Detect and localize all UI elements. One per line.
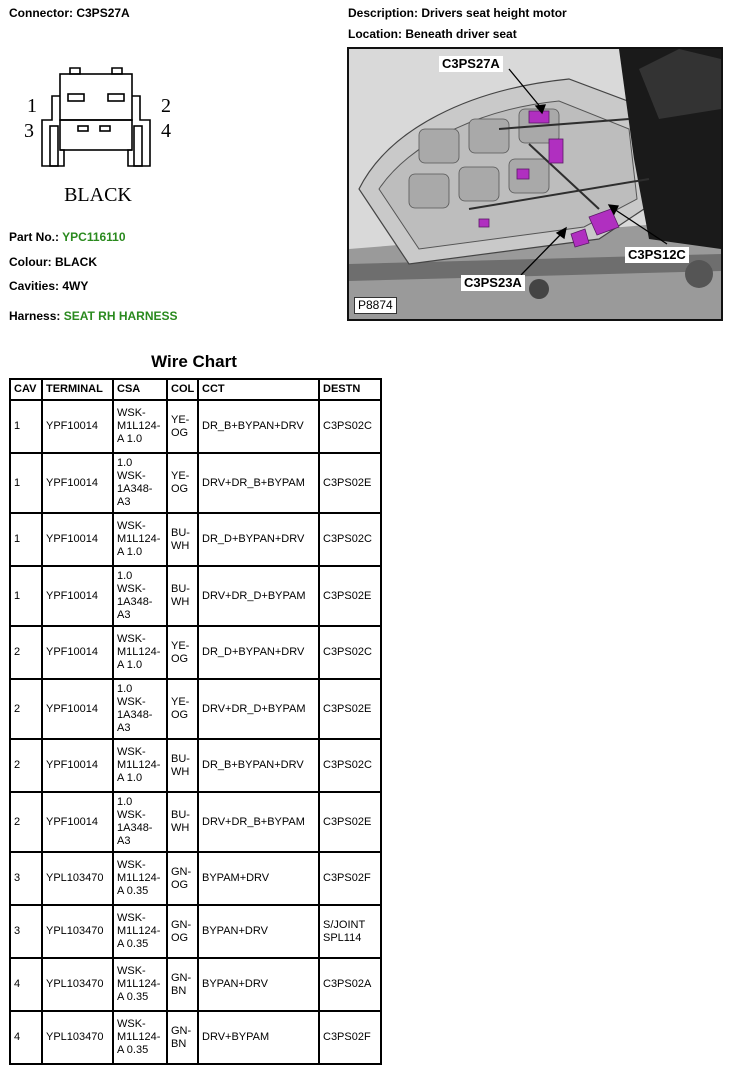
connector-info (9, 6, 130, 20)
pin-3-number: 3 (24, 120, 34, 142)
cell-cct: DRV+DR_B+BYPAM (198, 792, 319, 852)
cell-cct: DRV+BYPAM (198, 1011, 319, 1064)
cell-destn: C3PS02E (319, 679, 381, 739)
pin-2-number: 2 (161, 95, 171, 117)
cell-destn: C3PS02E (319, 566, 381, 626)
cell-terminal: YPF10014 (42, 679, 113, 739)
wire-chart-row (10, 626, 381, 679)
cell-csa: WSK- M1L124- A 1.0 (113, 626, 167, 679)
cell-cct: DR_D+BYPAN+DRV (198, 626, 319, 679)
callout-c3ps12c: C3PS12C (625, 247, 689, 263)
cell-csa: WSK- M1L124- A 0.35 (113, 1011, 167, 1064)
cell-cct: DRV+DR_D+BYPAM (198, 679, 319, 739)
harness-label: Harness: (9, 309, 61, 323)
location-photo (347, 47, 723, 321)
cell-terminal: YPL103470 (42, 905, 113, 958)
wire-chart-row (10, 453, 381, 513)
cell-col: YE- OG (167, 679, 198, 739)
cell-terminal: YPF10014 (42, 453, 113, 513)
cell-destn: C3PS02C (319, 400, 381, 453)
cell-cav: 2 (10, 792, 42, 852)
wire-chart-title: Wire Chart (151, 352, 237, 371)
cell-csa: WSK- M1L124- A 0.35 (113, 905, 167, 958)
harness-link[interactable]: SEAT RH HARNESS (63, 309, 178, 323)
cell-destn: C3PS02A (319, 958, 381, 1011)
cell-col: BU- WH (167, 566, 198, 626)
cavities-value: 4WY (62, 279, 89, 293)
colour-info (9, 255, 97, 269)
cell-destn: S/JOINT SPL114 (319, 905, 381, 958)
part-number-label: Part No.: (9, 230, 60, 244)
wire-chart-row (10, 1011, 381, 1064)
description-info (348, 6, 567, 20)
cell-cav: 3 (10, 905, 42, 958)
cell-col: BU- WH (167, 513, 198, 566)
wire-chart-row (10, 679, 381, 739)
cell-cct: DR_D+BYPAN+DRV (198, 513, 319, 566)
cell-csa: 1.0 WSK- 1A348- A3 (113, 453, 167, 513)
cell-csa: WSK- M1L124- A 1.0 (113, 400, 167, 453)
colour-label: Colour: (9, 255, 52, 269)
cell-cct: DRV+DR_B+BYPAM (198, 453, 319, 513)
callout-c3ps23a: C3PS23A (461, 275, 525, 291)
cell-col: YE- OG (167, 400, 198, 453)
connector-pinout-diagram (20, 62, 190, 212)
part-number-info (9, 230, 126, 244)
cell-destn: C3PS02C (319, 513, 381, 566)
cell-destn: C3PS02E (319, 792, 381, 852)
wire-chart-row (10, 905, 381, 958)
cell-cav: 4 (10, 1011, 42, 1064)
col-header-destn: DESTN (319, 379, 381, 400)
cell-col: YE- OG (167, 453, 198, 513)
cell-csa: WSK- M1L124- A 1.0 (113, 739, 167, 792)
cell-cct: BYPAN+DRV (198, 905, 319, 958)
cell-col: YE- OG (167, 626, 198, 679)
callout-c3ps27a: C3PS27A (439, 56, 503, 72)
col-header-cav: CAV (10, 379, 42, 400)
cell-cav: 1 (10, 400, 42, 453)
cell-csa: 1.0 WSK- 1A348- A3 (113, 566, 167, 626)
cell-cav: 1 (10, 513, 42, 566)
connector-id: C3PS27A (76, 6, 130, 20)
wire-chart-row (10, 400, 381, 453)
cell-col: GN- BN (167, 1011, 198, 1064)
cell-terminal: YPF10014 (42, 513, 113, 566)
harness-info (9, 309, 178, 323)
cell-csa: 1.0 WSK- 1A348- A3 (113, 679, 167, 739)
cell-cct: BYPAN+DRV (198, 958, 319, 1011)
cell-cct: DR_B+BYPAN+DRV (198, 739, 319, 792)
wire-chart-row (10, 513, 381, 566)
figure-id: P8874 (354, 297, 397, 314)
cell-col: BU- WH (167, 739, 198, 792)
cell-col: BU- WH (167, 792, 198, 852)
wire-chart-row (10, 739, 381, 792)
cavities-label: Cavities: (9, 279, 60, 293)
cell-terminal: YPF10014 (42, 626, 113, 679)
description-label: Description: (348, 6, 419, 20)
location-label: Location: (348, 27, 402, 41)
location-value: Beneath driver seat (405, 27, 517, 41)
cell-cav: 4 (10, 958, 42, 1011)
col-header-cct: CCT (198, 379, 319, 400)
cell-cav: 2 (10, 626, 42, 679)
colour-value: BLACK (55, 255, 97, 269)
cell-csa: WSK- M1L124- A 1.0 (113, 513, 167, 566)
location-info (348, 27, 517, 41)
cell-cav: 1 (10, 566, 42, 626)
connector-label: Connector: (9, 6, 73, 20)
cell-cct: DR_B+BYPAN+DRV (198, 400, 319, 453)
cell-terminal: YPF10014 (42, 400, 113, 453)
wire-chart-row (10, 792, 381, 852)
col-header-csa: CSA (113, 379, 167, 400)
cell-terminal: YPF10014 (42, 566, 113, 626)
cell-terminal: YPF10014 (42, 739, 113, 792)
cell-terminal: YPL103470 (42, 852, 113, 905)
cell-col: GN- BN (167, 958, 198, 1011)
col-header-col: COL (167, 379, 198, 400)
cell-terminal: YPF10014 (42, 792, 113, 852)
cell-destn: C3PS02E (319, 453, 381, 513)
cell-cav: 1 (10, 453, 42, 513)
cell-cct: DRV+DR_D+BYPAM (198, 566, 319, 626)
wire-chart-header-row (10, 379, 381, 400)
cell-col: GN- OG (167, 905, 198, 958)
wire-chart-row (10, 852, 381, 905)
cavities-info (9, 279, 88, 293)
cell-terminal: YPL103470 (42, 1011, 113, 1064)
cell-cav: 3 (10, 852, 42, 905)
pin-1-number: 1 (27, 95, 37, 117)
cell-destn: C3PS02F (319, 1011, 381, 1064)
cell-csa: WSK- M1L124- A 0.35 (113, 958, 167, 1011)
connector-color-text: BLACK (64, 184, 132, 206)
pin-4-number: 4 (161, 120, 171, 142)
cell-csa: 1.0 WSK- 1A348- A3 (113, 792, 167, 852)
part-number-link[interactable]: YPC116110 (62, 230, 126, 244)
wire-chart-row (10, 566, 381, 626)
seat-frame-illustration (349, 49, 721, 319)
cell-destn: C3PS02F (319, 852, 381, 905)
col-header-terminal: TERMINAL (42, 379, 113, 400)
cell-destn: C3PS02C (319, 626, 381, 679)
wire-chart-row (10, 958, 381, 1011)
cell-cav: 2 (10, 739, 42, 792)
cell-col: GN- OG (167, 852, 198, 905)
description-value: Drivers seat height motor (421, 6, 567, 20)
cell-csa: WSK- M1L124- A 0.35 (113, 852, 167, 905)
cell-terminal: YPL103470 (42, 958, 113, 1011)
cell-cav: 2 (10, 679, 42, 739)
cell-cct: BYPAM+DRV (198, 852, 319, 905)
wire-chart-table (9, 378, 382, 1065)
cell-destn: C3PS02C (319, 739, 381, 792)
